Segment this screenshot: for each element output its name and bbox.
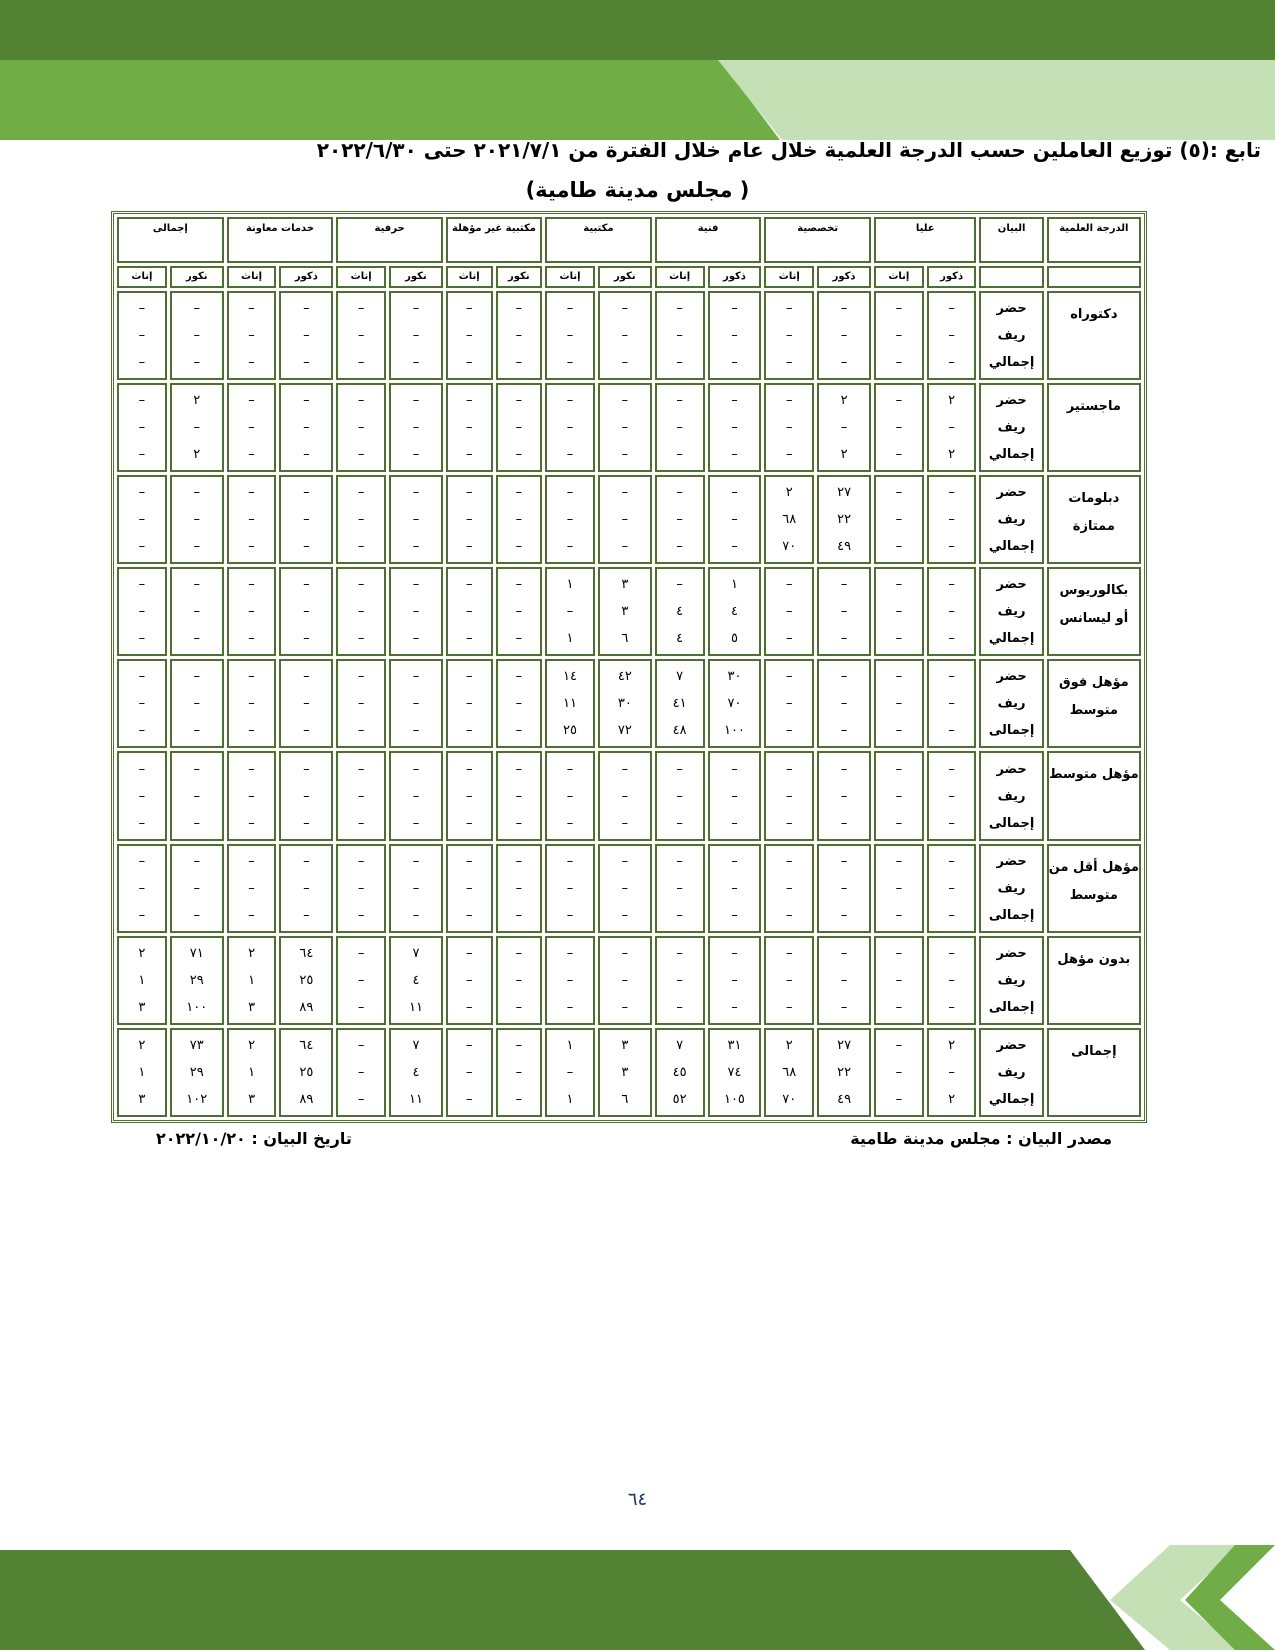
value-cell: – – – [227, 844, 277, 933]
value-cell: – – – [655, 751, 705, 840]
table-row [117, 383, 1141, 472]
value-cell: ١ – ١ [545, 567, 595, 656]
value-cell: – – – [655, 844, 705, 933]
distribution-table [111, 211, 1147, 1123]
value-cell: ٦٤ ٢٥ ٨٩ [279, 1028, 333, 1117]
value-cell: – – – [227, 291, 277, 380]
statement-labels-cell: حضر ريف إجمالى [979, 659, 1043, 748]
value-cell: – – – [446, 291, 493, 380]
value-cell: ٦٤ ٢٥ ٨٩ [279, 936, 333, 1025]
value-cell: – – – [927, 936, 977, 1025]
value-cell: ٢ – ٢ [927, 1028, 977, 1117]
value-cell: – – – [389, 567, 443, 656]
degree-cell: بدون مؤهل [1047, 936, 1141, 1025]
value-cell: – – – [227, 383, 277, 472]
value-cell: – – – [336, 659, 386, 748]
value-cell: – – – [496, 291, 543, 380]
value-cell: – – – [389, 383, 443, 472]
table-row [117, 1028, 1141, 1117]
gender-subheader: إناث [874, 266, 924, 288]
value-cell: – – – [336, 844, 386, 933]
value-cell: – – – [708, 844, 762, 933]
value-cell: – – – [874, 1028, 924, 1117]
value-cell: – – – [279, 567, 333, 656]
value-cell: ٣ ٣ ٦ [598, 1028, 652, 1117]
statement-subheader-empty [979, 266, 1043, 288]
value-cell: ٢ ١ ٣ [227, 936, 277, 1025]
value-cell: ٧ ٤٥ ٥٢ [655, 1028, 705, 1117]
value-cell: – – – [336, 1028, 386, 1117]
statement-column-header: البيان [979, 217, 1043, 263]
table-row [117, 291, 1141, 380]
statement-labels-cell: حضر ريف إجمالي [979, 383, 1043, 472]
value-cell: – – – [927, 659, 977, 748]
gender-subheader: ذكور [817, 266, 871, 288]
value-cell: – – – [227, 475, 277, 564]
value-cell: ٢ – ٢ [170, 383, 224, 472]
page-subtitle: ( مجلس مدينة طامية) [525, 178, 750, 202]
value-cell: – – – [764, 659, 814, 748]
gender-subheader: نكور [170, 266, 224, 288]
statement-labels-cell: حضر ريف إجمالى [979, 936, 1043, 1025]
gender-subheader: ذكور [708, 266, 762, 288]
value-cell: – – – [655, 475, 705, 564]
value-cell: – – – [170, 844, 224, 933]
value-cell: – – – [279, 383, 333, 472]
value-cell: ٢ ٦٨ ٧٠ [764, 1028, 814, 1117]
value-cell: – – – [545, 291, 595, 380]
value-cell: – – – [817, 291, 871, 380]
value-cell: – – – [227, 751, 277, 840]
value-cell: – – – [279, 659, 333, 748]
gender-subheader: إناث [655, 266, 705, 288]
header-accent-left [0, 60, 780, 140]
value-cell: – – – [170, 659, 224, 748]
value-cell: – – – [389, 844, 443, 933]
header-band [0, 0, 1275, 60]
header-accent-right [718, 60, 1275, 140]
value-cell: – – – [279, 475, 333, 564]
value-cell: – – – [708, 475, 762, 564]
value-cell: – – – [496, 844, 543, 933]
value-cell: – – – [598, 844, 652, 933]
value-cell: – – – [764, 751, 814, 840]
gender-subheader: إناث [545, 266, 595, 288]
degree-cell: دكتوراه [1047, 291, 1141, 380]
value-cell: – – – [496, 659, 543, 748]
value-cell: ٢ ١ ٣ [117, 1028, 167, 1117]
value-cell: – – – [446, 936, 493, 1025]
degree-cell: مؤهل أقل من متوسط [1047, 844, 1141, 933]
value-cell: ٣٠ ٧٠ ١٠٠ [708, 659, 762, 748]
gender-subheader: إناث [227, 266, 277, 288]
value-cell: – – – [389, 291, 443, 380]
statement-labels-cell: حضر ريف إجمالي [979, 475, 1043, 564]
value-cell: ١ – ١ [545, 1028, 595, 1117]
value-cell: – – – [170, 291, 224, 380]
value-cell: – – – [598, 751, 652, 840]
value-cell: – – – [117, 383, 167, 472]
value-cell: – – – [927, 844, 977, 933]
value-cell: – – – [927, 475, 977, 564]
value-cell: – – – [927, 567, 977, 656]
value-cell: – – – [117, 291, 167, 380]
value-cell: – – – [446, 659, 493, 748]
gender-subheader: إناث [336, 266, 386, 288]
value-cell: – – – [874, 567, 924, 656]
value-cell: ١ ٤ ٥ [708, 567, 762, 656]
value-cell: – – – [874, 751, 924, 840]
group-header: تخصصية [764, 217, 871, 263]
value-cell: – – – [764, 567, 814, 656]
value-cell: – – – [170, 567, 224, 656]
value-cell: – – – [655, 291, 705, 380]
value-cell: – – – [708, 936, 762, 1025]
page-title: تابع :(٥) توزيع العاملين حسب الدرجة العلمية خلال عام خلال الفترة من ٢٠٢١/٧/١ حتى ٢٠٢٢/٦/٣٠ [316, 138, 1261, 162]
degree-cell: إجمالى [1047, 1028, 1141, 1117]
degree-cell: دبلومات ممتازة [1047, 475, 1141, 564]
value-cell: – – – [598, 475, 652, 564]
statement-labels-cell: حضر ريف إجمالى [979, 751, 1043, 840]
value-cell: – – – [927, 751, 977, 840]
value-cell: ٣١ ٧٤ ١٠٥ [708, 1028, 762, 1117]
value-cell: – – – [117, 567, 167, 656]
group-header: مكتبية [545, 217, 652, 263]
value-cell: – – – [817, 567, 871, 656]
value-cell: – – – [817, 936, 871, 1025]
value-cell: – – – [446, 567, 493, 656]
value-cell: – – – [389, 659, 443, 748]
value-cell: – – – [227, 659, 277, 748]
value-cell: – – – [336, 567, 386, 656]
value-cell: – – – [496, 383, 543, 472]
value-cell: ٢ ٦٨ ٧٠ [764, 475, 814, 564]
value-cell: – – – [279, 291, 333, 380]
gender-subheader: إناث [764, 266, 814, 288]
table-row [117, 936, 1141, 1025]
statement-labels-cell: حضر ريف إجمالي [979, 1028, 1043, 1117]
value-cell: ٢ ١ ٣ [227, 1028, 277, 1117]
statement-labels-cell: حضر ريف إجمالى [979, 844, 1043, 933]
value-cell: – – – [170, 475, 224, 564]
value-cell: – – – [496, 936, 543, 1025]
gender-subheader: ذكور [279, 266, 333, 288]
degree-cell: مؤهل متوسط [1047, 751, 1141, 840]
value-cell: – – – [336, 751, 386, 840]
value-cell: ٧ ٤ ١١ [389, 936, 443, 1025]
value-cell: – – – [496, 475, 543, 564]
value-cell: – – – [446, 751, 493, 840]
footer-band [0, 1550, 1275, 1650]
value-cell: – – – [764, 383, 814, 472]
group-header: إجمالى [117, 217, 224, 263]
value-cell: ٣ ٣ ٦ [598, 567, 652, 656]
value-cell: ٢ ١ ٣ [117, 936, 167, 1025]
gender-subheader: نكور [496, 266, 543, 288]
value-cell: – – – [336, 936, 386, 1025]
gender-subheader: ذكور [927, 266, 977, 288]
group-header: مكتبية غير مؤهلة [446, 217, 542, 263]
value-cell: – – – [817, 751, 871, 840]
group-header: حرفية [336, 217, 443, 263]
value-cell: – – – [446, 383, 493, 472]
value-cell: – – – [389, 751, 443, 840]
value-cell: – ٤ ٤ [655, 567, 705, 656]
value-cell: ٤٢ ٣٠ ٧٢ [598, 659, 652, 748]
value-cell: – – – [496, 567, 543, 656]
value-cell: ١٤ ١١ ٢٥ [545, 659, 595, 748]
group-header: فنية [655, 217, 762, 263]
value-cell: – – – [117, 659, 167, 748]
table-row [117, 844, 1141, 933]
data-source: مصدر البيان : مجلس مدينة طامية [850, 1129, 1112, 1148]
table-row [117, 659, 1141, 748]
group-header: عليا [874, 217, 976, 263]
table-row [117, 751, 1141, 840]
value-cell: – – – [874, 659, 924, 748]
value-cell: – – – [708, 751, 762, 840]
value-cell: ٧١ ٢٩ ١٠٠ [170, 936, 224, 1025]
value-cell: – – – [545, 844, 595, 933]
value-cell: – – – [874, 475, 924, 564]
value-cell: – – – [874, 383, 924, 472]
value-cell: – – – [117, 475, 167, 564]
gender-subheader: إناث [446, 266, 493, 288]
value-cell: – – – [598, 383, 652, 472]
value-cell: – – – [496, 1028, 543, 1117]
value-cell: – – – [927, 291, 977, 380]
table-row [117, 475, 1141, 564]
page-number: ٦٤ [627, 1489, 648, 1510]
value-cell: – – – [764, 936, 814, 1025]
value-cell: – – – [389, 475, 443, 564]
value-cell: ٧ ٤ ١١ [389, 1028, 443, 1117]
degree-subheader-empty [1047, 266, 1141, 288]
value-cell: – – – [170, 751, 224, 840]
value-cell: – – – [446, 1028, 493, 1117]
value-cell: – – – [545, 936, 595, 1025]
value-cell: – – – [817, 659, 871, 748]
value-cell: – – – [336, 383, 386, 472]
value-cell: – – – [227, 567, 277, 656]
value-cell: – – – [446, 475, 493, 564]
degree-cell: مؤهل فوق متوسط [1047, 659, 1141, 748]
gender-subheader: إناث [117, 266, 167, 288]
value-cell: – – – [655, 936, 705, 1025]
value-cell: – – – [545, 751, 595, 840]
degree-cell: بكالوريوس أو ليسانس [1047, 567, 1141, 656]
value-cell: – – – [874, 936, 924, 1025]
value-cell: – – – [446, 844, 493, 933]
value-cell: ٢ – ٢ [927, 383, 977, 472]
value-cell: – – – [336, 291, 386, 380]
statement-labels-cell: حضر ريف إجمالي [979, 567, 1043, 656]
value-cell: – – – [708, 291, 762, 380]
value-cell: – – – [655, 383, 705, 472]
value-cell: ٢٧ ٢٢ ٤٩ [817, 475, 871, 564]
value-cell: ٧٣ ٢٩ ١٠٢ [170, 1028, 224, 1117]
value-cell: – – – [279, 751, 333, 840]
group-header: خدمات معاونة [227, 217, 334, 263]
value-cell: – – – [117, 751, 167, 840]
value-cell: – – – [598, 936, 652, 1025]
gender-subheader: نكور [598, 266, 652, 288]
degree-column-header: الدرجة العلمية [1047, 217, 1141, 263]
value-cell: ٢٧ ٢٢ ٤٩ [817, 1028, 871, 1117]
value-cell: ٧ ٤١ ٤٨ [655, 659, 705, 748]
value-cell: – – – [817, 844, 871, 933]
value-cell: – – – [496, 751, 543, 840]
value-cell: – – – [117, 844, 167, 933]
value-cell: – – – [764, 291, 814, 380]
value-cell: – – – [545, 383, 595, 472]
value-cell: – – – [598, 291, 652, 380]
table-row [117, 567, 1141, 656]
statement-labels-cell: حضر ريف إجمالي [979, 291, 1043, 380]
value-cell: – – – [764, 844, 814, 933]
value-cell: – – – [874, 291, 924, 380]
data-date: تاريخ البيان : ٢٠٢٢/١٠/٢٠ [156, 1129, 352, 1148]
value-cell: ٢ – ٢ [817, 383, 871, 472]
value-cell: – – – [336, 475, 386, 564]
degree-cell: ماجستير [1047, 383, 1141, 472]
value-cell: – – – [874, 844, 924, 933]
value-cell: – – – [279, 844, 333, 933]
gender-subheader: نكور [389, 266, 443, 288]
value-cell: – – – [708, 383, 762, 472]
value-cell: – – – [545, 475, 595, 564]
